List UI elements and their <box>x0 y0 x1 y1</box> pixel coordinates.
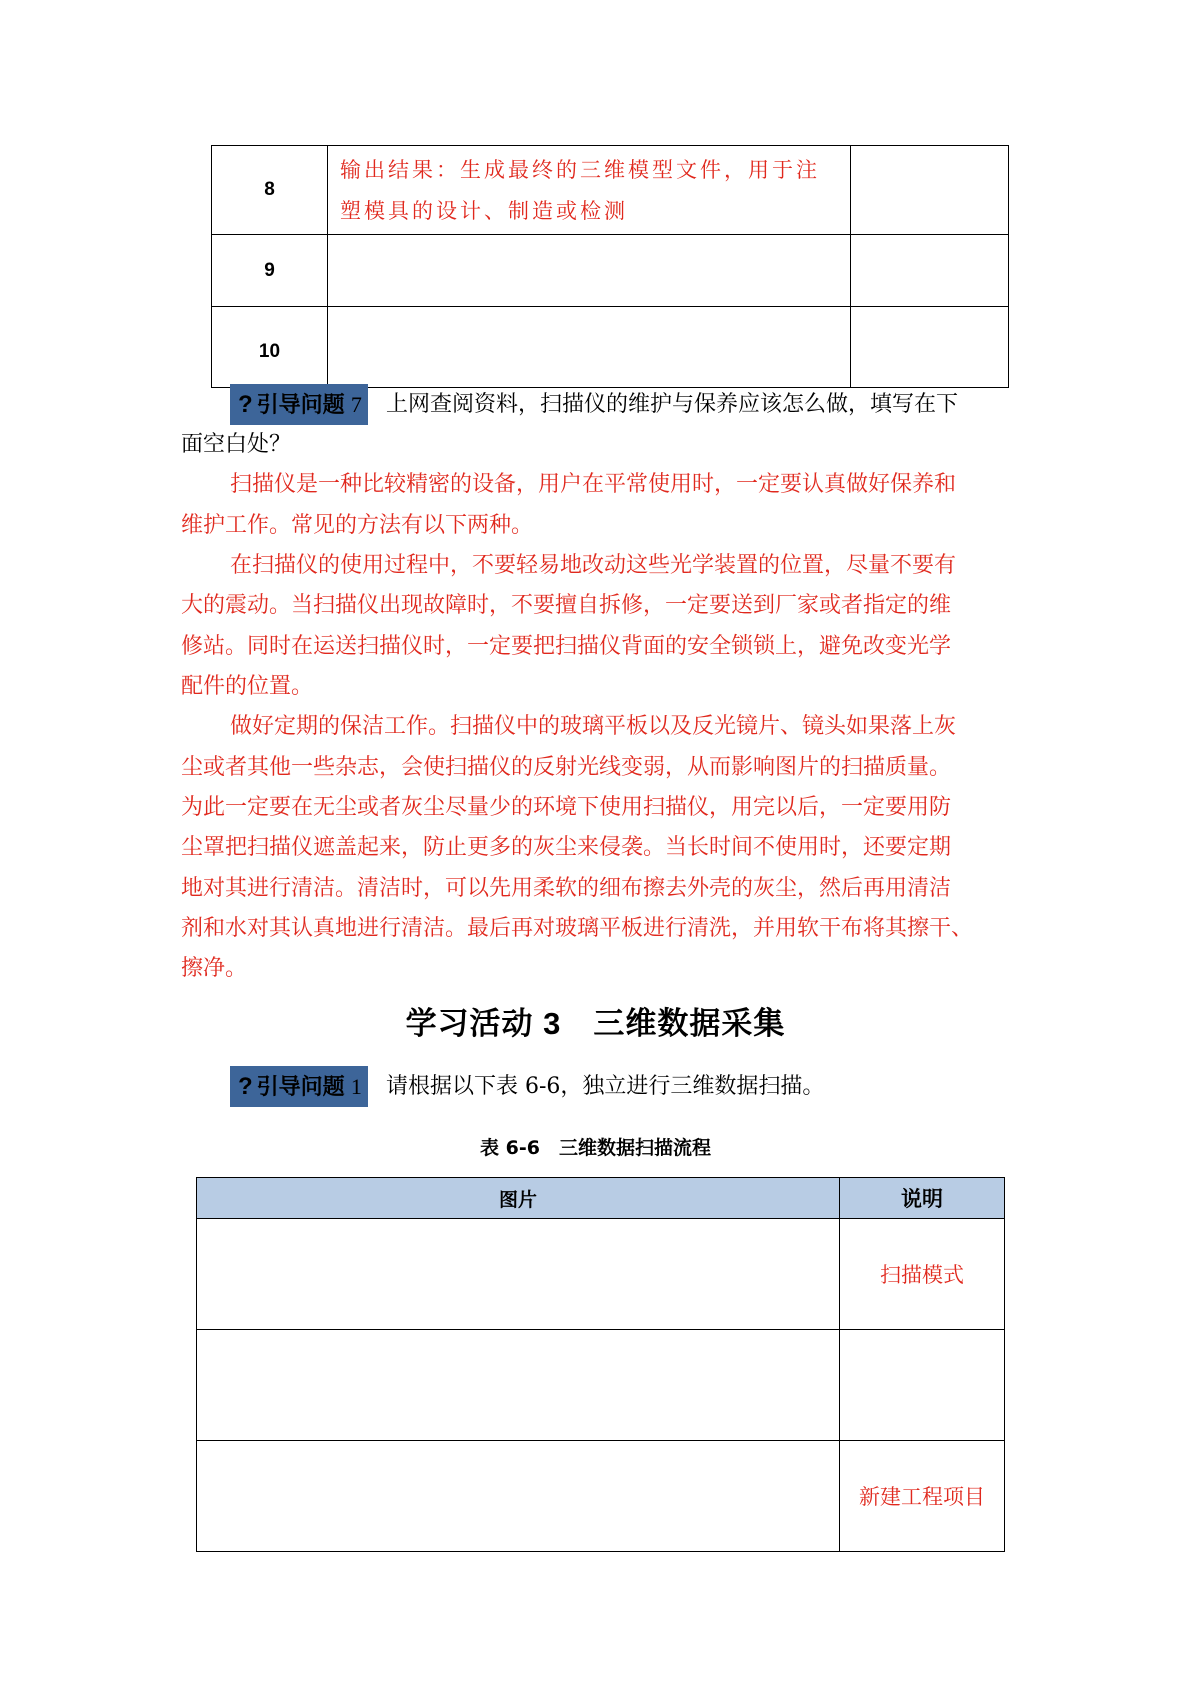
step-number: 9 <box>212 235 328 307</box>
answer-line: 尘或者其他一些杂志，会使扫描仪的反射光线变弱，从而影响图片的扫描质量。 <box>181 755 952 780</box>
steps-table <box>211 145 1009 388</box>
step-content: 输出结果：生成最终的三维模型文件，用于注 塑模具的设计、制造或检测 <box>328 146 851 235</box>
table-caption: 表 6-6 三维数据扫描流程 <box>480 1137 711 1159</box>
guide-question-7-text-cont: 面空白处？ <box>181 432 292 457</box>
answer-line: 大的震动。当扫描仪出现故障时，不要擅自拆修，一定要送到厂家或者指定的维 <box>181 593 952 618</box>
answer-line: 尘罩把扫描仪遮盖起来，防止更多的灰尘来侵袭。当长时间不使用时，还要定期 <box>181 835 952 860</box>
table-row <box>212 235 1009 307</box>
step-content <box>328 235 851 307</box>
answer-line: 擦净。 <box>181 956 248 981</box>
description-cell <box>840 1330 1005 1441</box>
description-cell: 扫描模式 <box>840 1219 1005 1330</box>
picture-cell <box>197 1441 840 1552</box>
guide-question-7-text: 上网查阅资料，扫描仪的维护与保养应该怎么做，填写在下 <box>386 392 959 417</box>
column-header-description: 说明 <box>840 1178 1005 1219</box>
picture-cell <box>197 1330 840 1441</box>
section-title: 学习活动 3 三维数据采集 <box>405 1006 786 1041</box>
answer-line: 在扫描仪的使用过程中，不要轻易地改动这些光学装置的位置，尽量不要有 <box>230 553 957 578</box>
guide-question-1-badge: ? 引导问题 1 <box>230 1066 368 1107</box>
answer-line: 剂和水对其认真地进行清洁。最后再对玻璃平板进行清洗，并用软干布将其擦干、 <box>181 916 974 941</box>
scan-process-table <box>196 1177 1005 1552</box>
guide-question-7-badge: ? 引导问题 7 <box>230 384 368 425</box>
step-note <box>851 235 1009 307</box>
question-mark-icon: ? <box>238 1073 253 1100</box>
guide-question-1-text: 请根据以下表 6-6，独立进行三维数据扫描。 <box>386 1074 825 1099</box>
question-mark-icon: ? <box>238 391 253 418</box>
step-number: 8 <box>212 146 328 235</box>
table-row <box>197 1330 1005 1441</box>
step-content <box>328 307 851 388</box>
answer-line: 为此一定要在无尘或者灰尘尽量少的环境下使用扫描仪，用完以后，一定要用防 <box>181 795 952 820</box>
table-row <box>212 146 1009 235</box>
table-row <box>197 1441 1005 1552</box>
answer-line: 地对其进行清洁。清洁时，可以先用柔软的细布擦去外壳的灰尘，然后再用清洁 <box>181 876 952 901</box>
column-header-picture: 图片 <box>197 1178 840 1219</box>
description-cell: 新建工程项目 <box>840 1441 1005 1552</box>
table-header-row <box>197 1178 1005 1219</box>
step-note <box>851 146 1009 235</box>
picture-cell <box>197 1219 840 1330</box>
step-number: 10 <box>212 307 328 388</box>
table-row <box>212 307 1009 388</box>
answer-line: 修站。同时在运送扫描仪时，一定要把扫描仪背面的安全锁锁上，避免改变光学 <box>181 634 952 659</box>
answer-line: 做好定期的保洁工作。扫描仪中的玻璃平板以及反光镜片、镜头如果落上灰 <box>230 714 957 739</box>
answer-line: 配件的位置。 <box>181 674 314 699</box>
answer-line: 扫描仪是一种比较精密的设备，用户在平常使用时，一定要认真做好保养和 <box>230 472 957 497</box>
table-row <box>197 1219 1005 1330</box>
answer-line: 维护工作。常见的方法有以下两种。 <box>181 513 534 538</box>
step-note <box>851 307 1009 388</box>
